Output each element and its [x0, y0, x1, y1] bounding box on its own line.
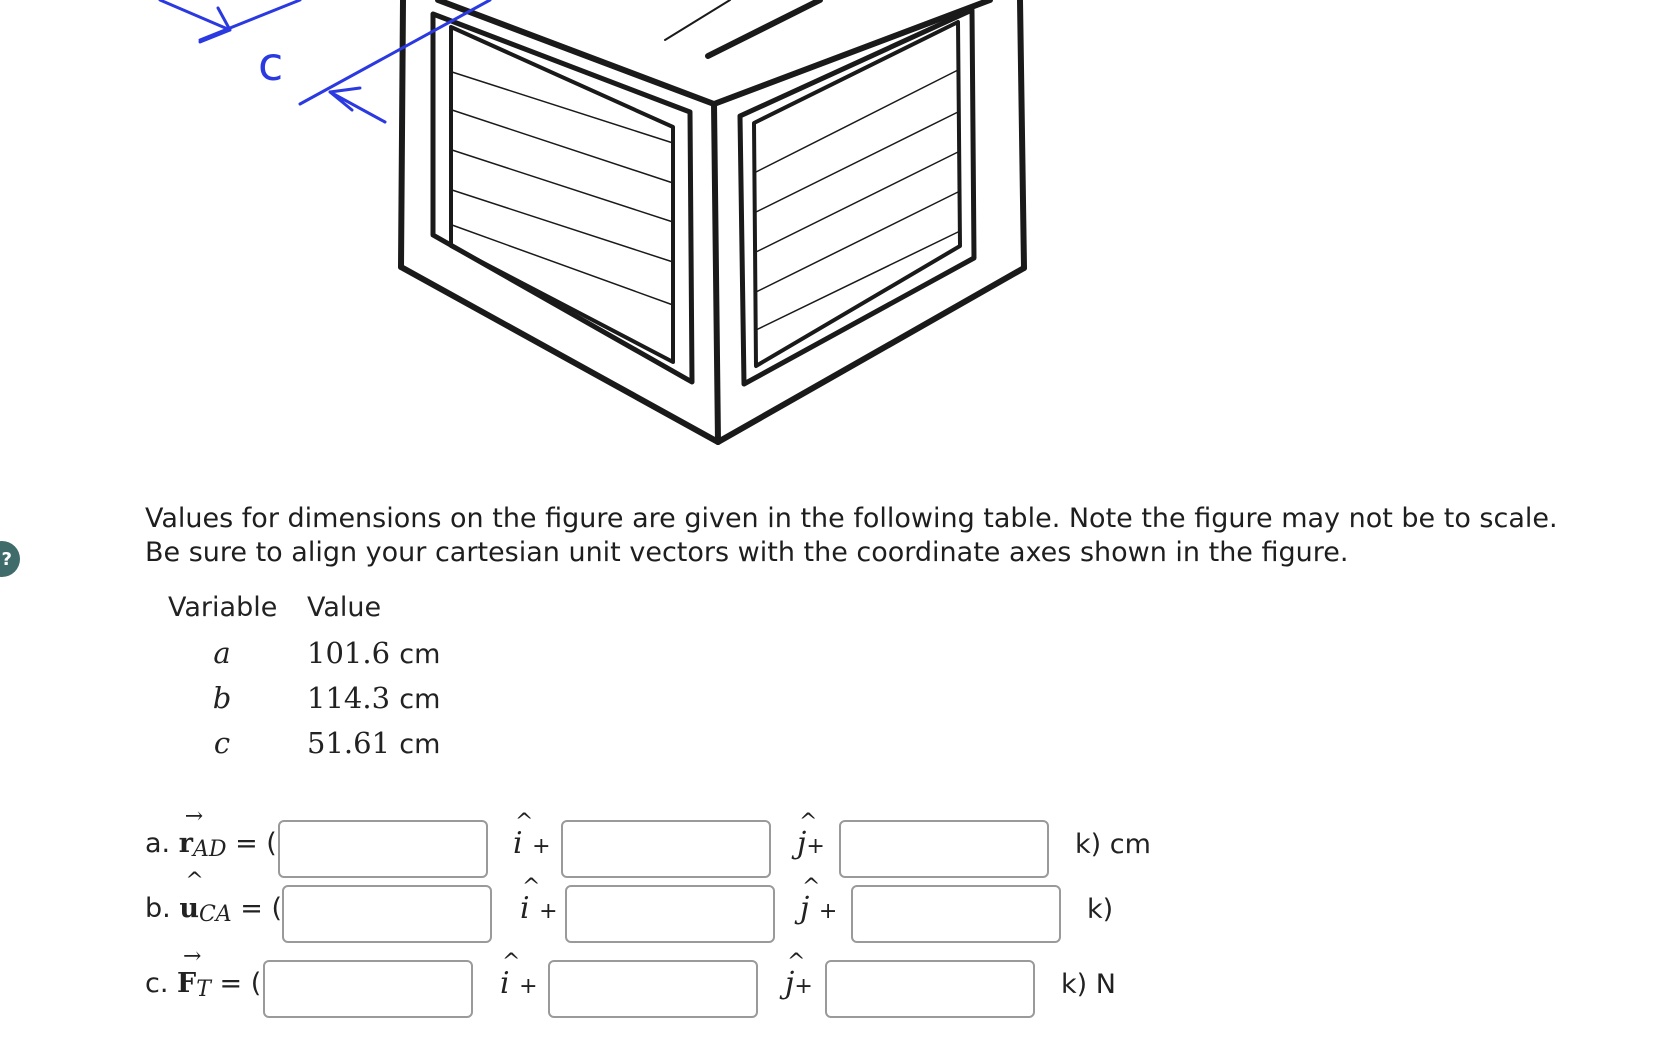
- crate-bottom-left: [401, 267, 718, 442]
- variable-symbol: c: [213, 726, 231, 760]
- left-panel-slats: [452, 72, 673, 305]
- table-row: [168, 726, 568, 770]
- unit-j-hat: ^ j +: [800, 875, 838, 926]
- answer-b-i-input[interactable]: [282, 885, 492, 943]
- answer-a-k-input[interactable]: [839, 820, 1049, 878]
- answer-c-k-input[interactable]: [825, 960, 1035, 1018]
- variable-symbol: a: [213, 636, 231, 670]
- unit-j-hat: ^ j+: [797, 810, 825, 861]
- crate-top-board: [665, 0, 730, 40]
- answer-b-j-input[interactable]: [565, 885, 775, 943]
- crate-figure: [0, 0, 1658, 470]
- crate-bottom-right: [718, 268, 1024, 442]
- dimension-arrow-lower: [330, 88, 385, 122]
- unit-i-hat: ^ i +: [520, 875, 558, 926]
- unit-i-hat: ^ i +: [500, 950, 538, 1001]
- question-c: [145, 944, 1155, 1022]
- crate-center-edge: [714, 104, 718, 442]
- unit-k-hat-tail: k): [1087, 894, 1114, 925]
- crate-right-edge: [1020, 0, 1024, 268]
- table-header-value: Value: [307, 592, 382, 623]
- dimension-label-c: c: [258, 37, 284, 91]
- answer-a-j-input[interactable]: [561, 820, 771, 878]
- unit-i-hat: ^ i +: [513, 810, 551, 861]
- extension-line-upper: [200, 0, 300, 40]
- answer-c-i-input[interactable]: [263, 960, 473, 1018]
- answer-a-i-input[interactable]: [278, 820, 488, 878]
- variable-value: 51.61 cm: [307, 726, 441, 760]
- variable-value: 114.3 cm: [307, 681, 441, 715]
- variable-value: 101.6 cm: [307, 636, 441, 670]
- answer-c-j-input[interactable]: [548, 960, 758, 1018]
- crate-top-right-rim-inner: [708, 0, 820, 56]
- table-row: [168, 681, 568, 725]
- answer-b-k-input[interactable]: [851, 885, 1061, 943]
- table-row: [168, 636, 568, 680]
- table-header-variable: Variable: [168, 592, 278, 623]
- variable-symbol: b: [212, 681, 232, 715]
- question-b: [145, 869, 1155, 947]
- right-panel-inner-frame: [754, 22, 960, 366]
- unit-j-hat: ^ j+: [785, 950, 813, 1001]
- left-panel-outer-frame: [433, 14, 692, 382]
- crate-top-right-rim: [714, 0, 990, 104]
- crate-top-left-rim: [438, 0, 714, 104]
- question-a: [145, 804, 1155, 882]
- help-icon[interactable]: ?: [0, 541, 20, 577]
- question-a-label: a. → rAD = (: [145, 804, 277, 862]
- right-panel-outer-frame: [740, 10, 974, 384]
- extension-line-lower: [300, 0, 490, 104]
- crate-left-edge: [401, 0, 403, 267]
- dimension-arrow-upper: [160, 0, 230, 42]
- question-c-label: c. → FT = (: [145, 944, 262, 1002]
- question-b-label: b. ^ uCA = (: [145, 869, 283, 927]
- unit-k-hat-tail: k) cm: [1075, 829, 1151, 860]
- instructions-text: Values for dimensions on the figure are given in the following table. Note the figure may not be to scale. Be sure to align your cartesian unit vectors with the coordinate axes shown in the figure.: [145, 503, 1558, 568]
- unit-k-hat-tail: k) N: [1061, 969, 1116, 1000]
